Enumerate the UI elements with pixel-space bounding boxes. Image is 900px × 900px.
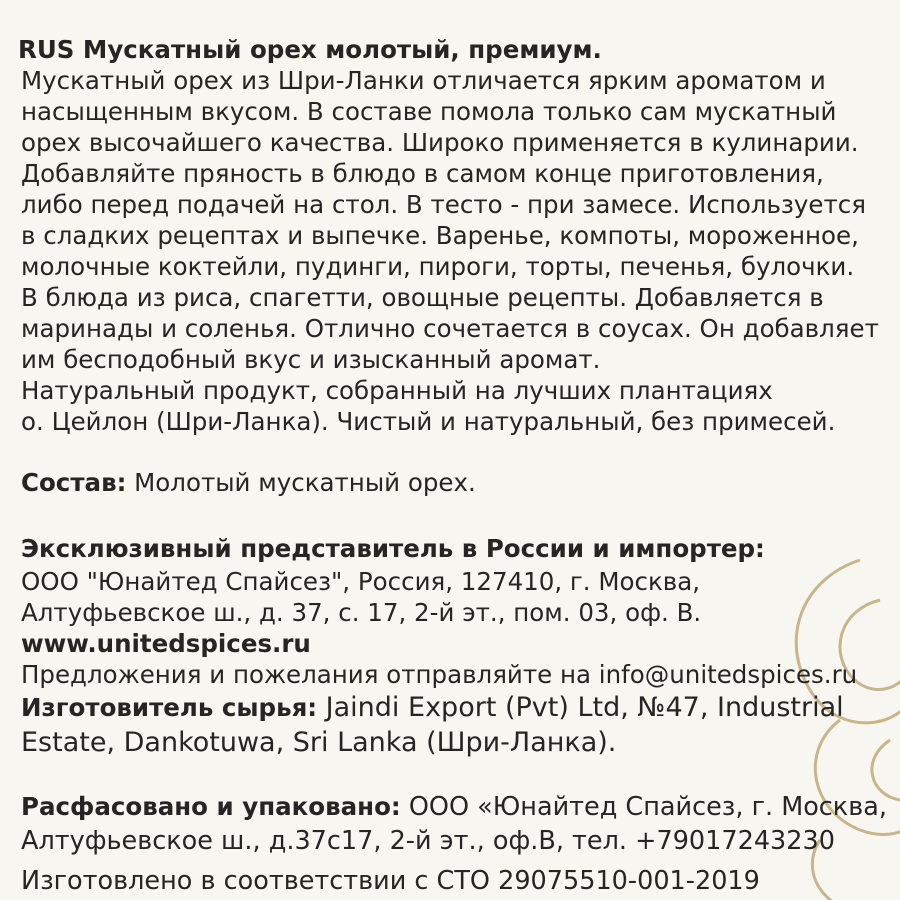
description-line: молочные коктейли, пудинги, пироги, торты, печенья, булочки. (21, 252, 855, 281)
packed-address-line: Алтуфьевское ш., д.37с17, 2-й эт., оф.В, тел. +79017243230 (21, 826, 835, 856)
importer-address-line: Алтуфьевское ш., д. 37, с. 17, 2-й эт., пом. 03, оф. В. (21, 598, 702, 627)
importer-title: Эксклюзивный представитель в России и импортер: (21, 534, 765, 563)
description-line: Добавляйте пряность в блюдо в самом конце приготовления, (21, 159, 824, 188)
description-line: Натуральный продукт, собранный на лучших плантациях (21, 376, 773, 405)
description-line: о. Цейлон (Шри-Ланка). Чистый и натуральный, без примесей. (21, 407, 836, 436)
description-line: в сладких рецептах и выпечке. Варенье, компоты, мороженное, (21, 221, 859, 250)
description-line: им бесподобный вкус и изысканный аромат. (21, 345, 601, 374)
manufacturer (21, 694, 844, 721)
manufacturer-label: Изготовитель сырья: (21, 693, 318, 722)
description-line: орех высочайшего качества. Широко применяется в кулинарии. (21, 128, 859, 157)
description-line: маринады и соленья. Отлично сочетается в соусах. Он добавляет (21, 314, 879, 343)
description-line: Мускатный орех из Шри-Ланки отличается ярким ароматом и (21, 66, 826, 95)
standard-line: Изготовлено в соответствии с СТО 29075510-001-2019 (21, 866, 760, 896)
manufacturer-value: Jaindi Export (Pvt) Ltd, №47, Industrial (317, 692, 844, 723)
importer-address-line: ООО "Юнайтед Спайсез", Россия, 127410, г. Москва, (21, 567, 700, 596)
packed-label: Расфасовано и упаковано: (21, 792, 401, 821)
packed-value: ООО «Юнайтед Спайсез, г. Москва, (400, 792, 887, 822)
website-link[interactable]: www.unitedspices.ru (21, 629, 311, 658)
packed-info (21, 792, 887, 822)
composition-label: Состав: (21, 468, 127, 497)
feedback-line: Предложения и пожелания отправляйте на info@unitedspices.ru (21, 660, 858, 689)
product-heading: RUS Мускатный орех молотый, премиум. (18, 35, 602, 64)
composition-value: Молотый мускатный орех. (126, 468, 476, 497)
description-line: В блюда из риса, спагетти, овощные рецепты. Добавляется в (21, 283, 824, 312)
description-line: насыщенным вкусом. В составе помола только сам мускатный (21, 97, 837, 126)
composition (21, 468, 476, 497)
description-line: либо перед подачей на стол. В тесто - при замесе. Используется (21, 190, 866, 219)
manufacturer-address-line: Estate, Dankotuwa, Sri Lanka (Шри-Ланка). (21, 727, 617, 758)
